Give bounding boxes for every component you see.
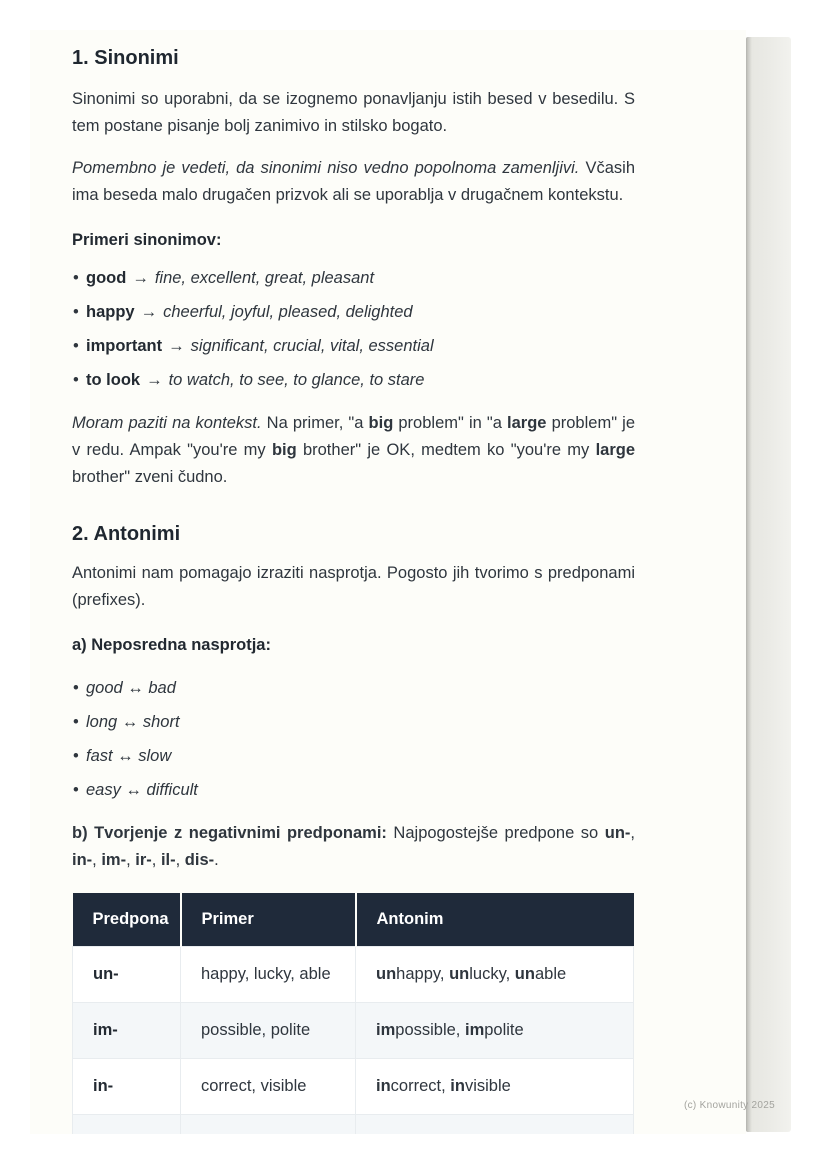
prefix-table: [72, 893, 634, 1134]
page-content: [72, 46, 635, 1134]
arrow-right-icon: →: [146, 371, 163, 389]
headword: to look: [86, 371, 141, 389]
arrow-right-icon: →: [168, 337, 185, 355]
list-item: [72, 265, 635, 292]
antonym-pair: easy ↔ difficult: [86, 781, 198, 799]
table-header-row: [73, 893, 634, 947]
context-note-paragraph: Moram paziti na kontekst. Na primer, "a big problem" in "a large problem" je v redu. Ampak "you're my big brother" je OK, medtem ko "you're my large brother" zveni čudno.: [72, 414, 636, 486]
antonym-pair: fast ↔ slow: [86, 747, 172, 765]
prefix-cell: [73, 1115, 181, 1135]
table-row-partial: [73, 1115, 634, 1135]
primer-cell: happy, lucky, able: [181, 947, 356, 1003]
section-2-heading: 2. Antonimi: [72, 523, 181, 545]
prefix-note-paragraph: b) Tvorjenje z negativnimi predponami: Najpogostejše predpone so un-, in-, im-, ir-, il-, dis-.: [72, 824, 635, 869]
list-item: [72, 367, 635, 394]
primer-cell: possible, polite: [181, 1003, 356, 1059]
page-edge: [746, 37, 791, 1132]
column-header-antonim: Antonim: [356, 893, 634, 947]
antonim-cell: unhappy, unlucky, unable: [356, 947, 634, 1003]
headword: important: [86, 337, 163, 355]
synonyms-text: significant, crucial, vital, essential: [190, 337, 434, 355]
headword: happy: [86, 303, 135, 321]
arrow-right-icon: →: [140, 303, 158, 321]
synonyms-text: fine, excellent, great, pleasant: [154, 269, 375, 287]
list-item: [72, 333, 635, 360]
list-item: [72, 299, 635, 326]
column-header-predpona: Predpona: [73, 893, 181, 947]
primer-cell: [181, 1115, 356, 1135]
sinonimi-note-paragraph: Pomembno je vedeti, da sinonimi niso vedno popolnoma zamenljivi. Včasih ima beseda malo drugačen prizvok ali se uporablja v drugačnem kontekstu.: [72, 159, 635, 204]
antonym-pair: good ↔ bad: [86, 679, 176, 697]
antonim-cell: incorrect, invisible: [356, 1059, 634, 1115]
antonym-pair: long ↔ short: [86, 713, 180, 731]
list-item: [72, 709, 635, 736]
list-item: [72, 777, 635, 804]
prefix-cell: un-: [73, 947, 181, 1003]
antonim-cell: [356, 1115, 634, 1135]
table-row: [73, 947, 634, 1003]
watermark: (c) Knowunity 2025: [684, 1100, 776, 1111]
sinonimi-intro-paragraph: Sinonimi so uporabni, da se izognemo ponavljanju istih besed v besedilu. S tem postane pisanje bolj zanimivo in stilsko bogato.: [72, 90, 635, 135]
primer-cell: correct, visible: [181, 1059, 356, 1115]
list-item: [72, 675, 635, 702]
prefix-cell: im-: [73, 1003, 181, 1059]
direct-opposites-label: a) Neposredna nasprotja:: [72, 636, 271, 654]
headword: good: [86, 269, 127, 287]
column-header-primer: Primer: [181, 893, 356, 947]
antonim-cell: impossible, impolite: [356, 1003, 634, 1059]
synonyms-text: cheerful, joyful, pleased, delighted: [163, 303, 413, 321]
section-1-heading: 1. Sinonimi: [72, 47, 179, 69]
synonyms-text: to watch, to see, to glance, to stare: [168, 371, 425, 389]
examples-label: Primeri sinonimov:: [72, 231, 222, 249]
antonym-list: [72, 675, 635, 804]
synonym-list: [72, 265, 635, 394]
prefix-cell: in-: [73, 1059, 181, 1115]
table-row: [73, 1059, 634, 1115]
antonimi-intro-paragraph: Antonimi nam pomagajo izraziti nasprotja. Pogosto jih tvorimo s predponami (prefixes).: [72, 564, 635, 609]
document-page: [30, 30, 746, 1134]
table-row: [73, 1003, 634, 1059]
list-item: [72, 743, 635, 770]
arrow-right-icon: →: [132, 269, 149, 287]
